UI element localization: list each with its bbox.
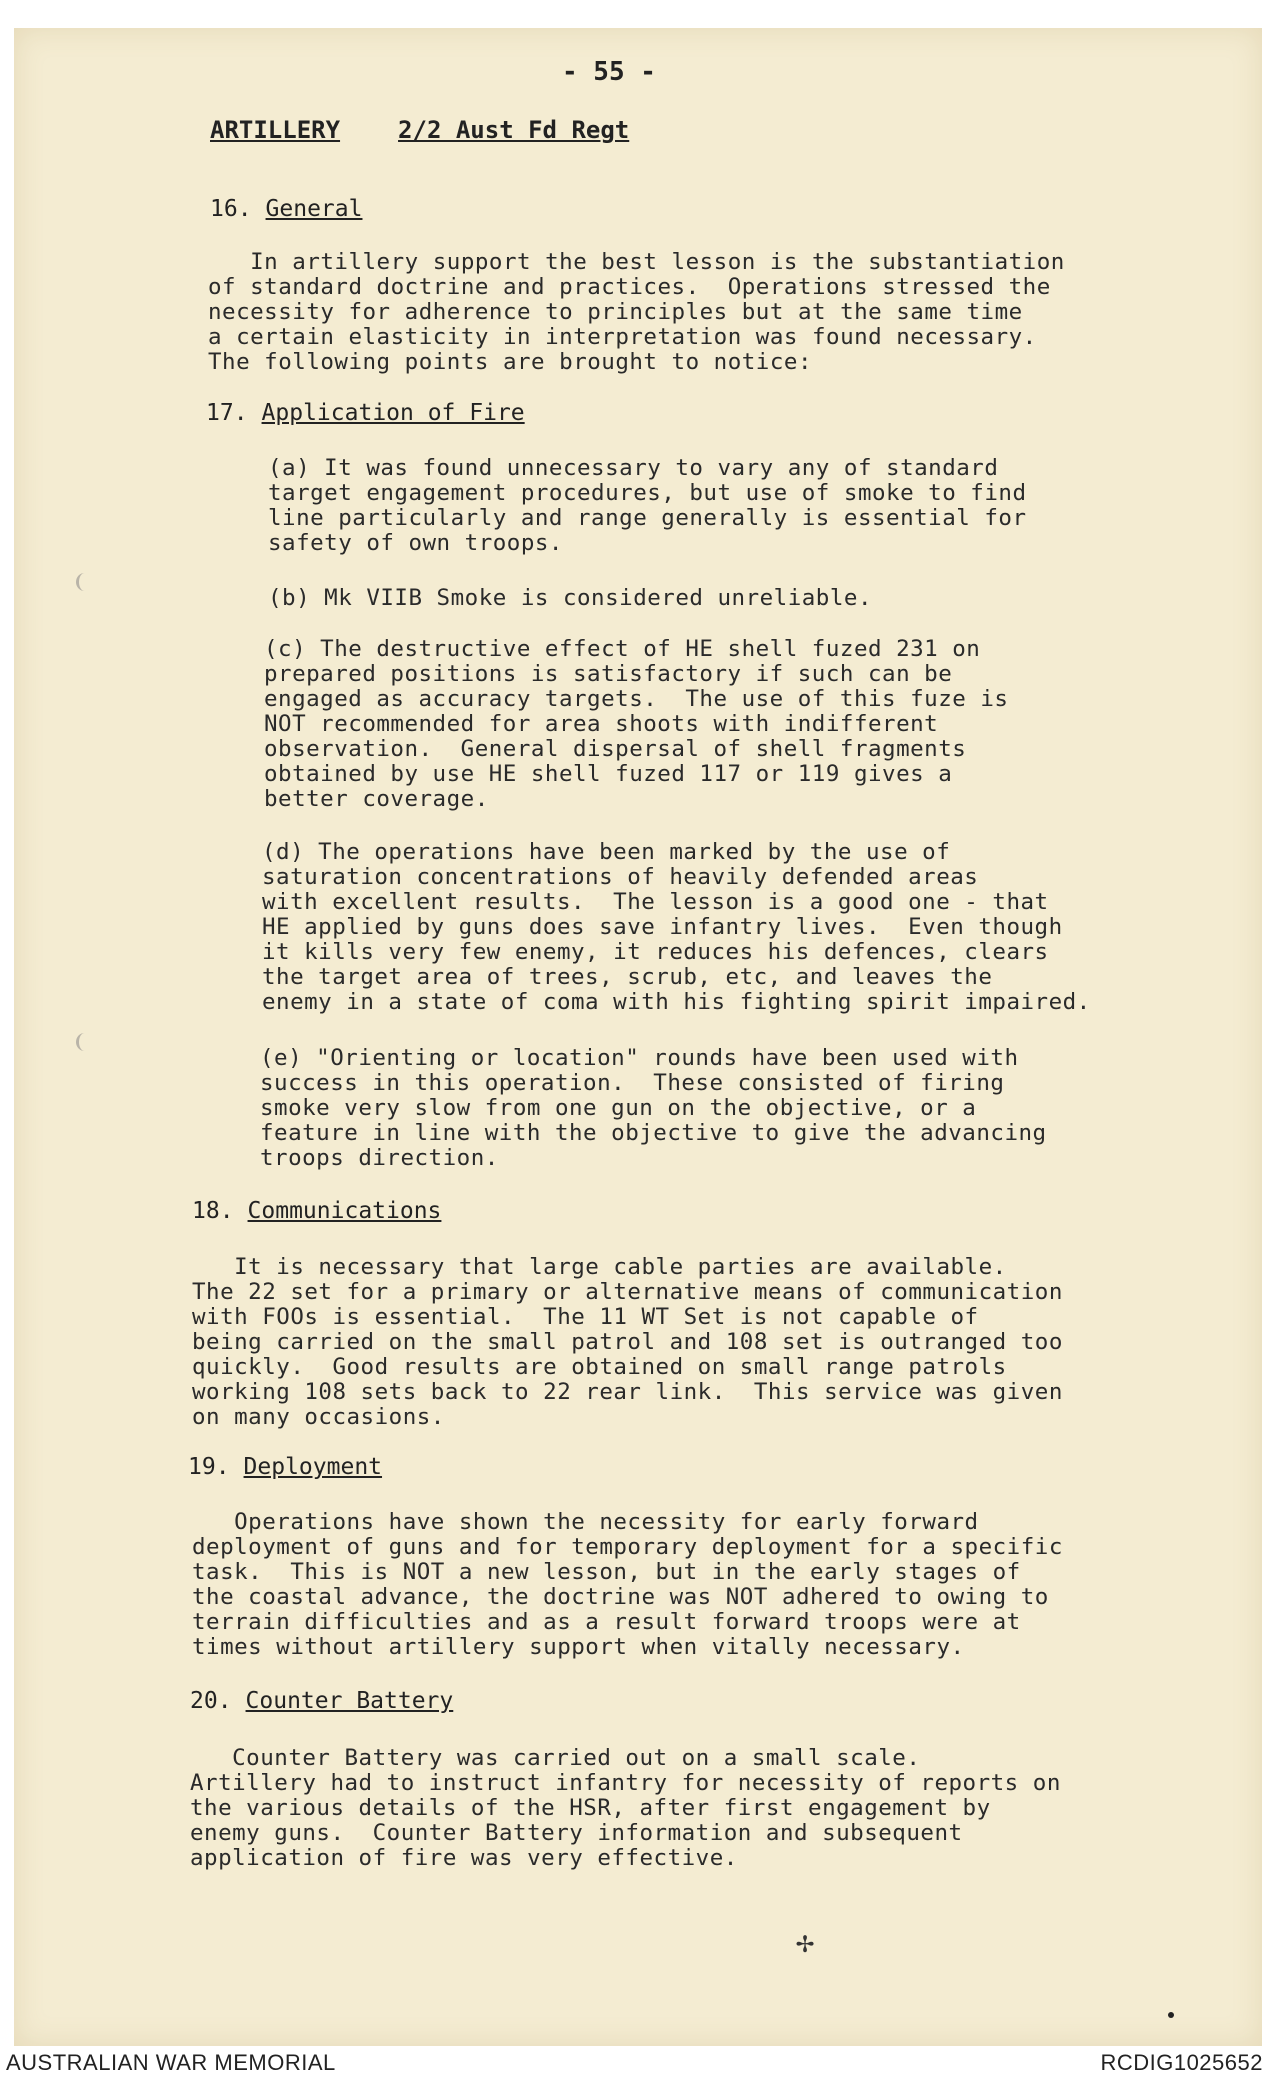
punch-hole	[76, 573, 93, 591]
section-number: 18.	[192, 1198, 234, 1224]
section-title: Counter Battery	[245, 1688, 454, 1714]
document-heading	[210, 118, 687, 143]
item-17a: (a) It was found unnecessary to vary any of standard target engagement procedures, but use of smoke to find line particularly and range generally is essential for safety of own troops.	[268, 455, 1027, 556]
section-heading-17	[206, 400, 525, 426]
section-number: 20.	[190, 1688, 232, 1714]
item-17d: (d) The operations have been marked by the use of saturation concentrations of heavily defended areas with excellent results. The lesson is a good one - that HE applied by guns does save infantry lives. Even though it kills very few enemy, it reduces his defences, clears the target area of trees, scrub, etc, and leaves the enemy in a state of coma with his fighting spirit impaired.	[262, 839, 1091, 1015]
item-17e: (e) "Orienting or location" rounds have been used with success in this operation. These consisted of firing smoke very slow from one gun on the objective, or a feature in line with the objective to give the advancing troops direction.	[260, 1045, 1047, 1171]
section-title: General	[265, 196, 363, 222]
section-body-19: Operations have shown the necessity for early forward deployment of guns and for temporary deployment for a specific task. This is NOT a new lesson, but in the early stages of the coastal advance, the doctrine was NOT adhered to owing to terrain difficulties and as a result forward troops were at times without artillery support when vitally necessary.	[192, 1509, 1063, 1660]
section-number: 17.	[206, 400, 248, 426]
heading-unit: 2/2 Aust Fd Regt	[398, 116, 630, 144]
section-heading-19	[188, 1454, 382, 1480]
section-heading-20	[190, 1688, 453, 1714]
section-number: 19.	[188, 1454, 230, 1480]
item-17c: (c) The destructive effect of HE shell fuzed 231 on prepared positions is satisfactory if such can be engaged as accuracy targets. The use of this fuze is NOT recommended for area shoots with indifferent observation. General dispersal of shell fragments obtained by use HE shell fuzed 117 or 119 gives a better coverage.	[264, 636, 1009, 812]
ink-dot	[1168, 2012, 1174, 2018]
page-number: - 55 -	[562, 57, 656, 87]
footer-archive-name: AUSTRALIAN WAR MEMORIAL	[6, 2050, 336, 2075]
handwritten-mark-icon: ✢	[796, 1925, 815, 1960]
section-body-20: Counter Battery was carried out on a small scale. Artillery had to instruct infantry for necessity of reports on the various details of the HSR, after first engagement by enemy guns. Counter Battery information and subsequent application of fire was very effective.	[190, 1745, 1061, 1871]
section-title: Deployment	[243, 1454, 383, 1480]
section-body-18: It is necessary that large cable parties are available. The 22 set for a primary or alternative means of communication with FOOs is essential. The 11 WT Set is not capable of being carried on the small patrol and 108 set is outranged too quickly. Good results are obtained on small range patrols working 108 sets back to 22 rear link. This service was given on many occasions.	[192, 1254, 1063, 1430]
section-body-16: In artillery support the best lesson is the substantiation of standard doctrine and practices. Operations stressed the necessity for adherence to principles but at the same time a certain elasticity in interpretation was found necessary. The following points are brought to notice:	[208, 249, 1065, 375]
section-title: Communications	[247, 1198, 442, 1224]
section-title: Application of Fire	[261, 400, 525, 426]
heading-subject: ARTILLERY	[210, 116, 341, 144]
punch-hole	[76, 1033, 93, 1051]
section-heading-18	[192, 1198, 441, 1224]
item-17b: (b) Mk VIIB Smoke is considered unreliable.	[268, 585, 872, 611]
section-heading-16	[210, 196, 362, 222]
section-number: 16.	[210, 196, 252, 222]
footer-record-id: RCDIG1025652	[1100, 2050, 1263, 2075]
